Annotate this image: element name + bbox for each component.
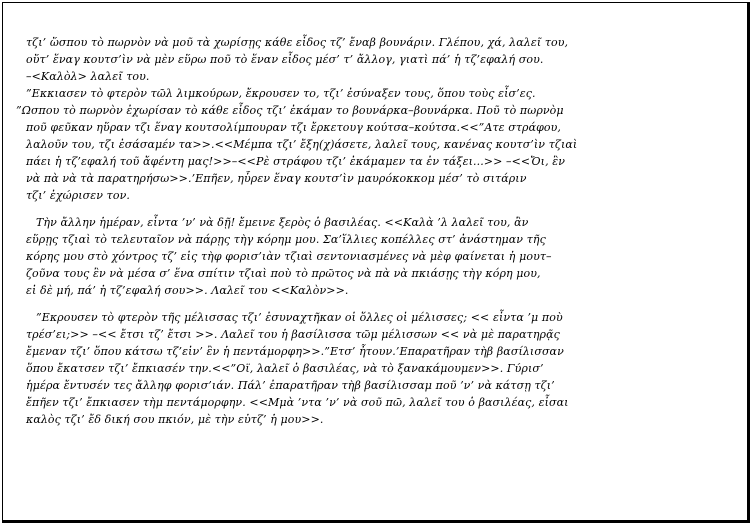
- text-line: νὰ πὰ νὰ τὰ παρατηρήσω>>.’Επῆεν, ηὗρεν ἕναγ κουτσ’ὶν μαυρόκοκκομ μέσ’ τὸ σιτάριν: [26, 172, 527, 185]
- text-line: κόρης μου στὸ χόντρος τζ’ εἰς τὴφ φορισ’ιὰν τζιαὶ σεντονιασμένες νὰ μὲφ φαίνεται ἡ μουτ–: [26, 250, 552, 263]
- text-line: τζι’ ἐχώρισεν τον.: [26, 189, 130, 202]
- paragraph-1: [16, 34, 740, 85]
- text-line: ”Εκκιασεν τὸ φτερὸν τῶλ λιμκούρων, ἔκρουσεν το, τζι’ ἐσύναξεν τους, ὅπου τοὺς εἶσ’ες.: [26, 87, 536, 100]
- text-line: ὅπου ἔκατσεν τζι’ ἔπκιασέν την.<<”Οϊ, λαλεῖ ὁ βασιλέας, νὰ τὸ ξανακάμουμεν>>. Γύρισ’: [26, 362, 544, 375]
- paragraph-gap: [16, 299, 740, 309]
- text-line: ζοῦνα τους ἒν νὰ μέσα σ’ ἕνα σπίτιν τζιαὶ ποὺ τὸ πρῶτος νὰ πὰ νὰ πκιάσῃς τὴγ κόρη μου,: [26, 267, 541, 280]
- paragraph-4: [16, 309, 740, 428]
- paragraph-3: [16, 214, 740, 299]
- text-line: Τὴν ἄλλην ἡμέραν, εἶντα ’ν’ νὰ δῇ! ἔμεινε ξερὸς ὁ βασιλέας. <<Καλὰ ’λ λαλεῖ του, ἂν: [36, 216, 529, 229]
- text-line: ἔπῆεν τζι’ ἔπκιασεν τὴμ πεντάμορφην. <<Μμὰ ’ντα ’ν’ νὰ σοῦ πῶ, λαλεῖ του ὁ βασιλέας, εἶσαι: [26, 396, 569, 409]
- text-line: οὕτ’ ἕναγ κουτσ’ὶν νὰ μὲν εὕρω ποῦ τὸ ἕναν εἶδος μέσ’ τ’ ἄλλογ, γιατὶ πά’ ἡ τζ’εφαλή σου.: [26, 53, 544, 66]
- text-line: τρέσ’ει;>> –<< ἔτσι τζ’ ἔτσι >>. Λαλεῖ του ἡ βασίλισσα τῶμ μέλισσων << νὰ μὲ παρατηρᾷς: [26, 328, 560, 341]
- text-line: –<Καλὸλ> λαλεῖ του.: [26, 70, 150, 83]
- paragraph-2: [16, 85, 740, 204]
- text-line: ”Ωσπου τὸ πωρνὸν ἐχωρίσαν τὸ κάθε εἶδος τζι’ ἐκάμαν το βουνάρκα–βουνάρκα. Ποῦ τὸ πωρνὸμ: [16, 104, 564, 117]
- text-line: καλὸς τζι’ ἔδ δική σου πκιόν, μὲ τὴν εὐτζ’ ἡ μου>>.: [26, 413, 324, 426]
- paragraph-gap: [16, 204, 740, 214]
- text-line: ἔμεναν τζι’ ὅπου κάτσω τζ’εἰν’ ἒν ἡ πεντάμορφη>>.”Ετσ’ ἦτουν.’Επαρατῆραν τὴβ βασίλισσαν: [26, 345, 564, 358]
- text-line: ποῦ φεῦκαν ηὕραν τζι ἕναγ κουτσολίμπουραν τζι ἔρκετουγ κούτσα–κούτσα.<<”Ατε στράφου,: [26, 121, 562, 134]
- text-line: ”Εκρουσεν τὸ φτερὸν τῆς μέλισσας τζι’ ἐσυναχτῆκαν οἱ ὅλλες οἱ μέλισσες; << εἶντα ’μ ποὺ: [36, 311, 563, 324]
- text-line: εὕρῃς τζιαὶ τὸ τελευταῖον νὰ πάρῃς τὴγ κόρημ μου. Σα’ἵλλιες κοπέλλες στ’ ἀνάστημαν τῆς: [26, 233, 546, 246]
- text-line: ἡμέρα ἔντυσέν τες ἄλληφ φορισ’ιάν. Πάλ’ ἐπαρατῆραν τὴβ βασίλισσαμ ποῦ ’ν’ νὰ κάτσῃ τζι’: [26, 379, 555, 392]
- text-line: λαλοῦν του, τζι ἐσάσαμέν τα>>.<<Μέμπα τζι’ ἔξη(χ)άσετε, λαλεῖ τους, κανένας κουτσ’ὶν τζιαὶ: [26, 138, 578, 151]
- document-body: [16, 34, 740, 428]
- text-line: τζι’ ὥσπου τὸ πωρνὸν νὰ μοῦ τὰ χωρίσῃς κάθε εἶδος τζ’ ἔναβ βουνάριν. Γλέπου, χά, λαλεῖ του,: [26, 36, 569, 49]
- text-line: πάει ἡ τζ’εφαλή τοῦ ἄφέντη μας!>>–<<Ρὲ στράφου τζι’ ἐκάμαμεν τα ἐν τάξει...>> –<<Ὄι, ἒν: [26, 155, 566, 168]
- text-line: εἰ δὲ μή, πά’ ἡ τζ’εφαλή σου>>. Λαλεῖ του <<Καλὸν>>.: [26, 284, 349, 297]
